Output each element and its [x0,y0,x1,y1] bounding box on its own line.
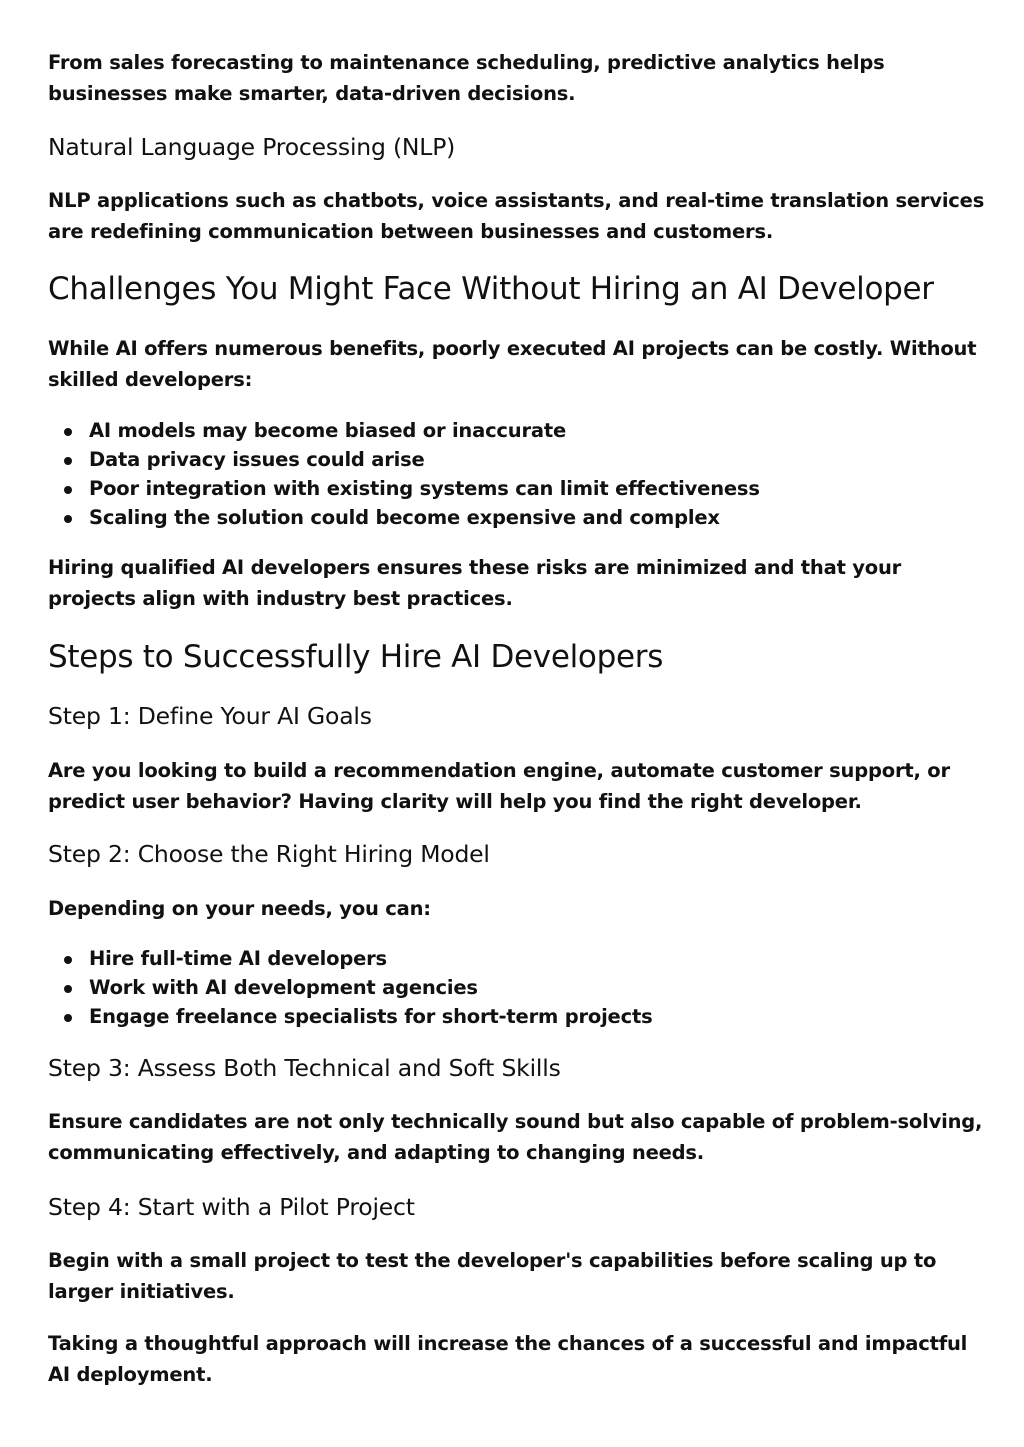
step1-paragraph: Are you looking to build a recommendation engine, automate customer support, or predict user behavior? Having clarity will help you find the right developer. [48,759,950,813]
challenges-list [48,416,988,532]
bullet-icon [64,428,72,436]
nlp-paragraph: NLP applications such as chatbots, voice assistants, and real-time translation services are redefining communication between businesses and customers. [48,189,985,243]
closing-paragraph: Taking a thoughtful approach will increase the chances of a successful and impactful AI deployment. [48,1332,968,1386]
step4-heading: Step 4: Start with a Pilot Project [48,1193,415,1221]
bullet-icon [64,1014,72,1022]
list-item: Poor integration with existing systems can limit effectiveness [48,474,988,503]
list-item: Data privacy issues could arise [48,445,988,474]
challenges-heading: Challenges You Might Face Without Hiring an AI Developer [48,271,934,307]
step3-paragraph: Ensure candidates are not only technically sound but also capable of problem-solving, communicating effectively, and adapting to changing needs. [48,1110,983,1164]
step4-paragraph: Begin with a small project to test the developer's capabilities before scaling up to larger initiatives. [48,1249,937,1303]
step2-heading: Step 2: Choose the Right Hiring Model [48,840,490,868]
bullet-icon [64,985,72,993]
bullet-icon [64,486,72,494]
step1-heading: Step 1: Define Your AI Goals [48,702,372,730]
bullet-icon [64,956,72,964]
steps-heading: Steps to Successfully Hire AI Developers [48,639,664,675]
intro-paragraph: From sales forecasting to maintenance scheduling, predictive analytics helps businesses make smarter, data-driven decisions. [48,51,885,105]
nlp-heading: Natural Language Processing (NLP) [48,133,456,161]
bullet-icon [64,515,72,523]
list-item: Work with AI development agencies [48,973,988,1002]
list-item: Engage freelance specialists for short-term projects [48,1002,988,1031]
bullet-icon [64,457,72,465]
list-item: Scaling the solution could become expensive and complex [48,503,988,532]
list-item: Hire full-time AI developers [48,944,988,973]
hiring-model-list [48,944,988,1031]
list-item: AI models may become biased or inaccurate [48,416,988,445]
step3-heading: Step 3: Assess Both Technical and Soft Skills [48,1054,561,1082]
step2-intro: Depending on your needs, you can: [48,897,431,920]
challenges-intro: While AI offers numerous benefits, poorly executed AI projects can be costly. Without skilled developers: [48,337,977,391]
challenges-outro: Hiring qualified AI developers ensures these risks are minimized and that your projects align with industry best practices. [48,556,902,610]
